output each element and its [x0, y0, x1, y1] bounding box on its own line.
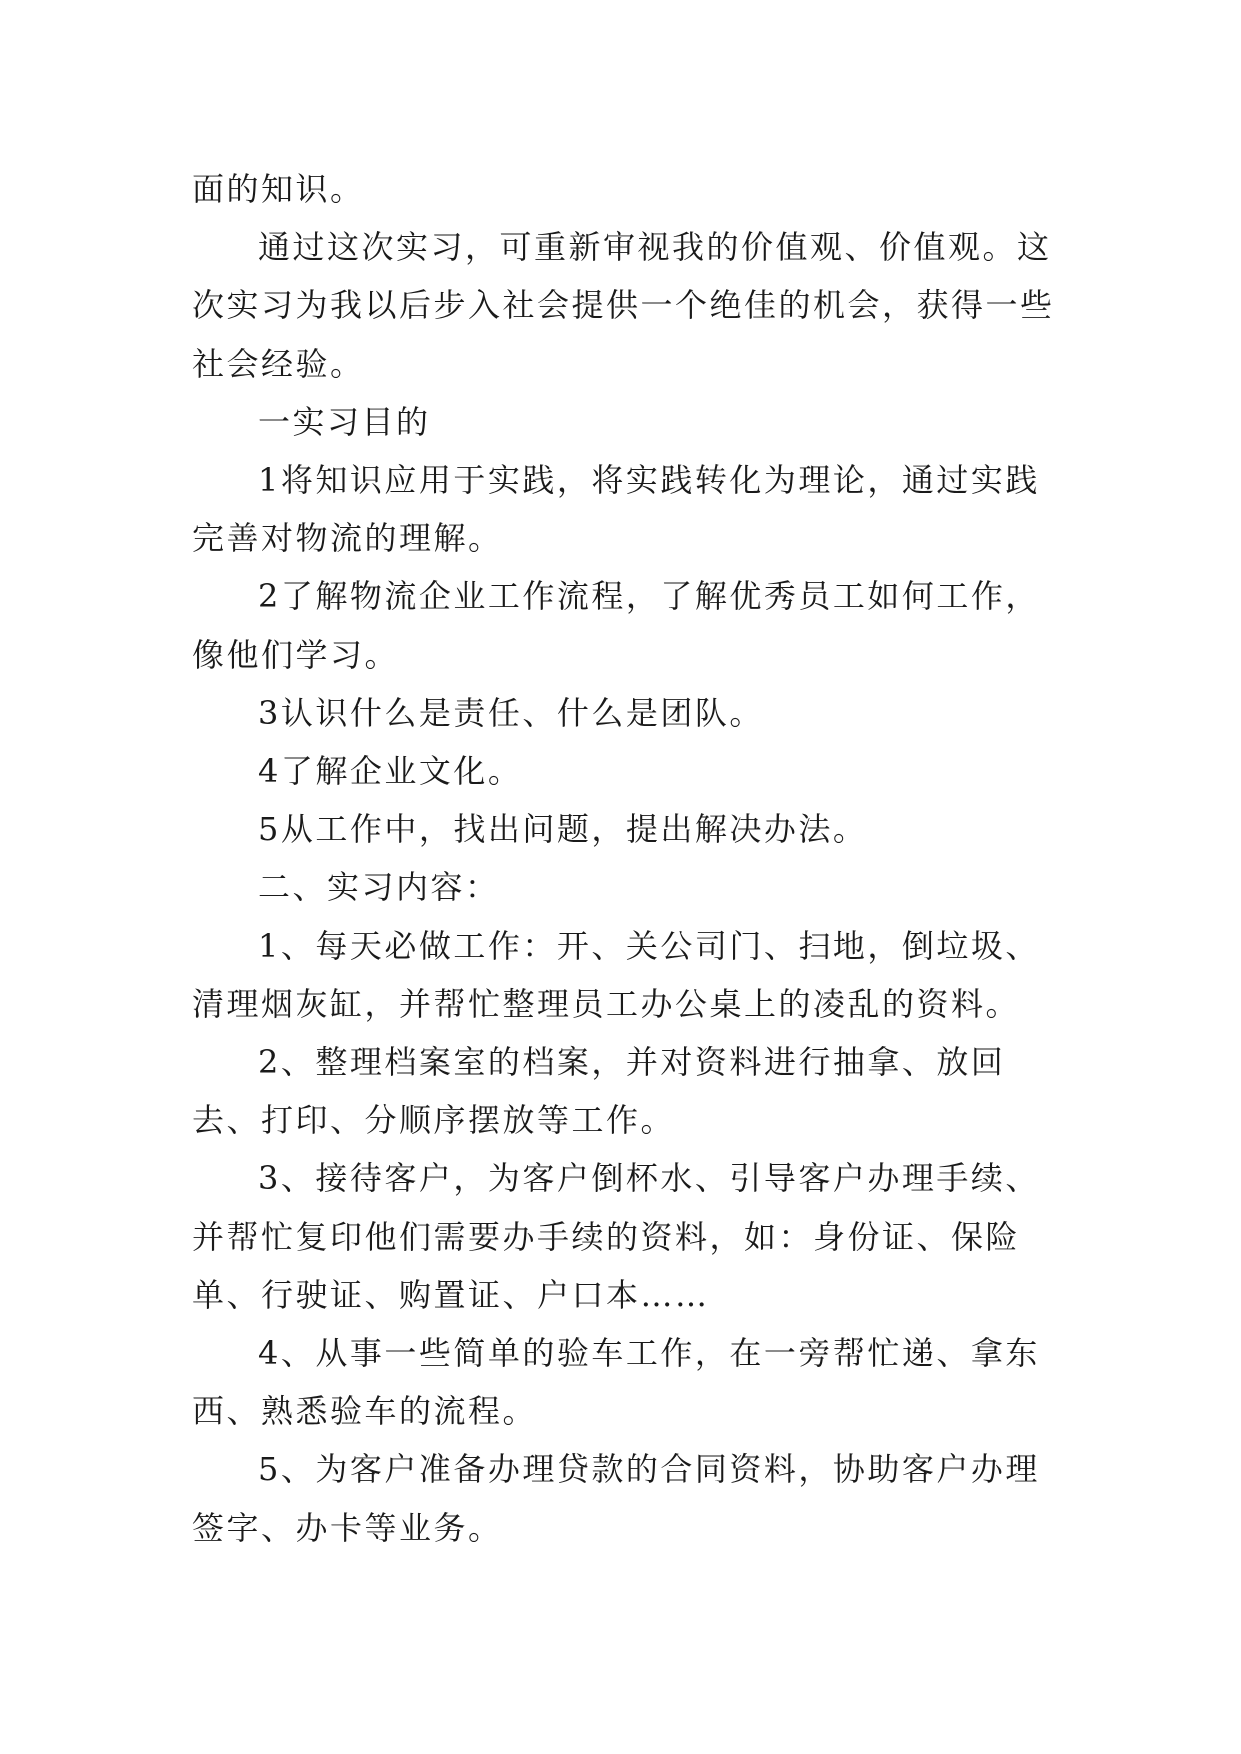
purpose-item-1: 1将知识应用于实践，将实践转化为理论，通过实践完善对物流的理解。 — [192, 461, 1040, 558]
content-item-3: 3、接待客户，为客户倒杯水、引导客户办理手续、并帮忙复印他们需要办手续的资料，如：身份证、保险单、行驶证、购置证、户口本…… — [192, 1159, 1040, 1314]
content-item-2: 2、整理档案室的档案，并对资料进行抽拿、放回去、打印、分顺序摆放等工作。 — [192, 1043, 1006, 1140]
purpose-item-3: 3认识什么是责任、什么是团队。 — [258, 693, 764, 732]
content-item-4: 4、从事一些简单的验车工作，在一旁帮忙递、拿东西、熟悉验车的流程。 — [192, 1334, 1040, 1431]
section-heading-purpose: 一实习目的 — [258, 402, 431, 441]
section-heading-content: 二、实习内容： — [258, 868, 500, 907]
document-body — [192, 160, 1056, 1557]
paragraph-1: 面的知识。 — [192, 170, 365, 208]
content-item-1: 1、每天必做工作：开、关公司门、扫地，倒垃圾、清理烟灰缸，并帮忙整理员工办公桌上的凌乱的资料。 — [192, 926, 1040, 1023]
purpose-item-4: 4了解企业文化。 — [258, 752, 523, 791]
content-item-5: 5、为客户准备办理贷款的合同资料，协助客户办理签字、办卡等业务。 — [192, 1450, 1040, 1547]
purpose-item-5: 5从工作中，找出问题，提出解决办法。 — [258, 810, 868, 849]
purpose-item-2: 2了解物流企业工作流程，了解优秀员工如何工作，像他们学习。 — [192, 577, 1040, 674]
paragraph-2: 通过这次实习，可重新审视我的价值观、价值观。这次实习为我以后步入社会提供一个绝佳的机会，获得一些社会经验。 — [192, 228, 1055, 383]
